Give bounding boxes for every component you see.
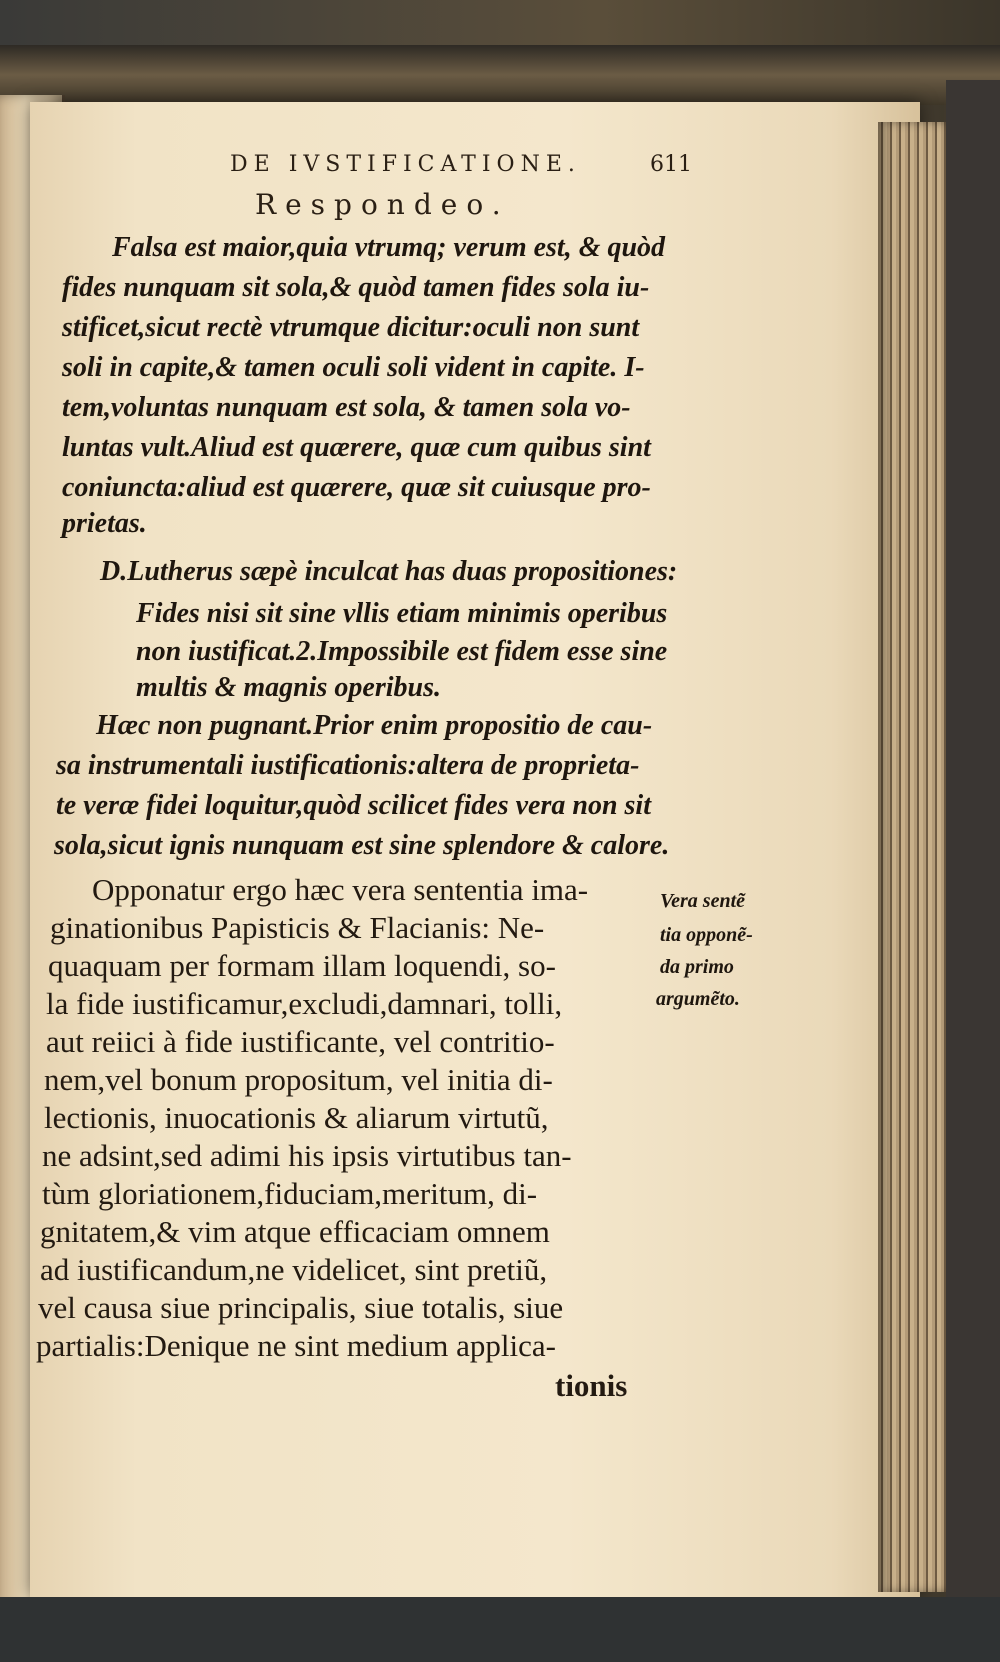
text-line: sa instrumentali iustificationis:altera de proprieta- <box>56 750 640 781</box>
text-line: Opponatur ergo hæc vera sententia ima- <box>92 872 589 907</box>
text-line: non iustificat.2.Impossibile est fidem esse sine <box>136 636 668 667</box>
text-line: Falsa est maior,quia vtrumq; verum est, & quòd <box>112 232 666 263</box>
page-stack-edges <box>878 122 946 1592</box>
marginal-note-line: da primo <box>660 956 734 978</box>
section-heading: Respondeo. <box>255 188 510 221</box>
text-line: D.Lutherus sæpè inculcat has duas propositiones: <box>100 556 678 587</box>
text-line: ginationibus Papisticis & Flacianis: Ne- <box>50 910 545 945</box>
marginal-note-line: Vera sentẽ <box>660 890 745 912</box>
text-line: coniuncta:aliud est quærere, quæ sit cuiusque pro- <box>62 472 651 503</box>
text-line: Hæc non pugnant.Prior enim propositio de cau- <box>96 710 653 741</box>
book-binding <box>946 80 1000 1662</box>
marginal-note-line: argumẽto. <box>656 988 740 1010</box>
text-line: Fides nisi sit sine vllis etiam minimis operibus <box>136 598 668 629</box>
text-line: ad iustificandum,ne videlicet, sint pretiũ, <box>40 1252 548 1287</box>
text-line: lectionis, inuocationis & aliarum virtutũ, <box>44 1100 549 1135</box>
text-line: te veræ fidei loquitur,quòd scilicet fides vera non sit <box>56 790 651 821</box>
text-line: stificet,sicut rectè vtrumque dicitur:oculi non sunt <box>62 312 640 343</box>
text-line: gnitatem,& vim atque efficaciam omnem <box>40 1214 550 1249</box>
text-line: multis & magnis operibus. <box>136 672 441 703</box>
text-line: quaquam per formam illam loquendi, so- <box>48 948 556 983</box>
text-line: ne adsint,sed adimi his ipsis virtutibus tan- <box>42 1138 572 1173</box>
text-line: nem,vel bonum propositum, vel initia di- <box>44 1062 553 1097</box>
book-top-edge <box>0 45 1000 105</box>
text-line: tùm gloriationem,fiduciam,meritum, di- <box>42 1176 538 1211</box>
text-line: partialis:Denique ne sint medium applica- <box>36 1328 556 1363</box>
running-title: DE IVSTIFICATIONE. <box>230 152 581 177</box>
text-line: tem,voluntas nunquam est sola, & tamen sola vo- <box>62 392 631 423</box>
text-line: luntas vult.Aliud est quærere, quæ cum quibus sint <box>62 432 651 463</box>
text-line: sola,sicut ignis nunquam est sine splendore & calore. <box>54 830 670 861</box>
text-line: la fide iustificamur,excludi,damnari, tolli, <box>46 986 563 1021</box>
text-line: prietas. <box>62 508 147 539</box>
text-line: soli in capite,& tamen oculi soli vident in capite. I- <box>62 352 645 383</box>
background-bottom <box>0 1597 1000 1662</box>
text-line: fides nunquam sit sola,& quòd tamen fides sola iu- <box>62 272 650 303</box>
text-line: vel causa siue principalis, siue totalis, siue <box>38 1290 564 1325</box>
marginal-note-line: tia opponẽ- <box>660 924 753 946</box>
catchword: tionis <box>555 1368 628 1403</box>
text-line: aut reiici à fide iustificante, vel contritio- <box>46 1024 555 1059</box>
page-number: 611 <box>650 152 692 177</box>
